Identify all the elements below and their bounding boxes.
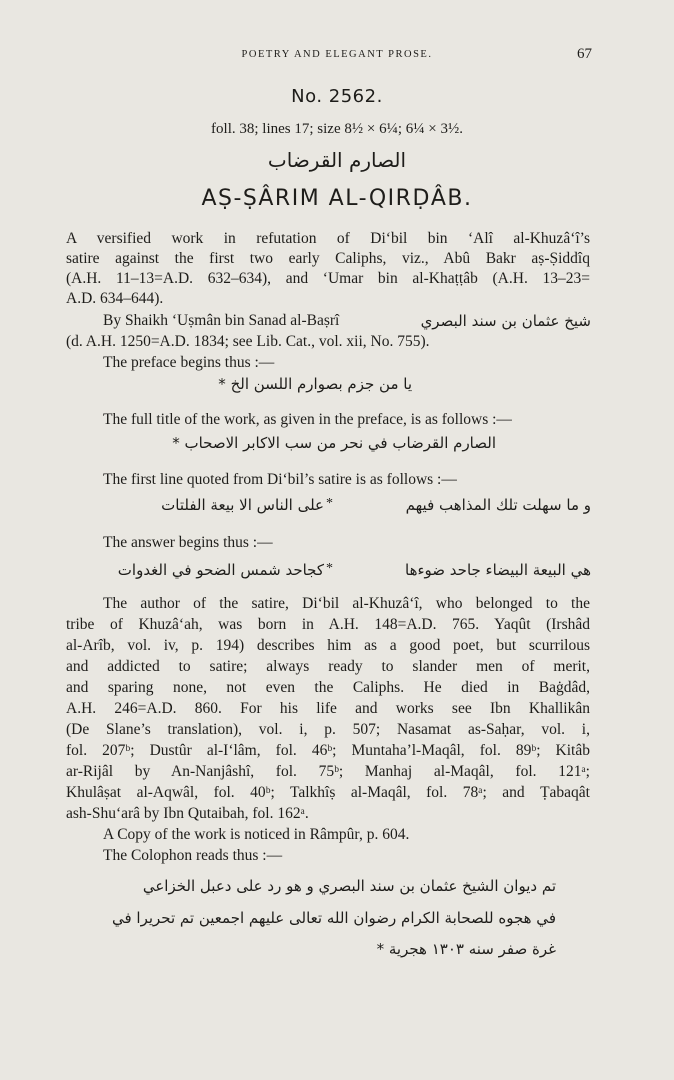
preface-arabic: يا من جزم بصوارم اللسن الخ * [218, 375, 412, 393]
description-line-4: A.D. 634–644). [66, 290, 164, 307]
answer-intro: The answer begins thus :— [103, 534, 273, 551]
preface-intro: The preface begins thus :— [103, 354, 275, 371]
biography-line-8: fol. 207ᵇ; Dustûr al-I‘lâm, fol. 46ᵇ; Muntaha’l-Maqâl, fol. 89ᵇ; Kitâb [66, 742, 590, 759]
work-title: AṢ-ṢÂRIM AL-QIRḌÂB. [201, 186, 473, 211]
biography-line-7: (De Slane’s translation), vol. i, p. 507; Nasamat as-Saḥar, vol. i, [66, 721, 590, 738]
copy-note: A Copy of the work is noticed in Râmpûr, p. 604. [103, 826, 410, 843]
biography-line-1: The author of the satire, Di‘bil al-Khuzâ‘î, who belonged to the [103, 595, 590, 612]
author-dates: (d. A.H. 1250=A.D. 1834; see Lib. Cat., vol. xii, No. 755). [66, 333, 430, 350]
biography-line-3: al-Arîb, vol. iv, p. 194) describes him as a good poet, but scurrilous [66, 637, 590, 654]
full-title-intro: The full title of the work, as given in the preface, is as follows :— [103, 411, 512, 428]
biography-line-4: and addicted to satire; always ready to slander men of merit, [66, 658, 590, 675]
colophon-intro: The Colophon reads thus :— [103, 847, 283, 864]
biography-line-6: A.H. 246=A.D. 860. For his life and works see Ibn Khallikân [66, 700, 590, 717]
manuscript-specs: foll. 38; lines 17; size 8½ × 6¼; 6¼ × 3½. [211, 121, 463, 137]
biography-line-2: tribe of Khuzâ‘ah, was born in A.H. 148=A.D. 765. Yaqût (Irshâd [66, 616, 590, 633]
author-line: By Shaikh ‘Uṣmân bin Sanad al-Baṣrî [103, 312, 340, 329]
first-line-intro: The first line quoted from Di‘bil’s satire is as follows :— [103, 471, 457, 488]
running-head: POETRY AND ELEGANT PROSE. [241, 49, 433, 60]
verse-separator: * [326, 496, 333, 511]
description-line-2: satire against the first two early Caliphs, viz., Abû Bakr aṣ-Ṣiddîq [66, 250, 590, 267]
biography-line-10: Khulâṣat al-Aqwâl, fol. 40ᵇ; Talkhîṣ al-Maqâl, fol. 78ᵃ; and Ṭabaqât [66, 784, 590, 801]
verse-separator: * [326, 561, 333, 576]
colophon-line-3: غرة صفر سنه ١٣٠٣ هجرية * [376, 940, 556, 958]
full-title-arabic: الصارم القرضاب في نحر من سب الاكابر الاصحاب * [172, 434, 496, 452]
first-line-hemistich-2: على الناس الا بيعة الفلتات [161, 496, 324, 514]
colophon-line-1: تم ديوان الشيخ عثمان بن سند البصري و هو رد على دعبل الخزاعي [142, 877, 556, 895]
author-arabic: شيخ عثمان بن سند البصري [420, 312, 591, 330]
arabic-title: الصارم القرضاب [267, 148, 407, 172]
colophon-line-2: في هجوه للصحابة الكرام رضوان الله تعالى عليهم اجمعين تم تحريرا في [111, 909, 556, 927]
description-line-3: (A.H. 11–13=A.D. 632–634), and ‘Umar bin al-Khaṭṭâb (A.H. 13–23= [66, 270, 590, 287]
page-number: 67 [577, 46, 592, 62]
description-line-1: A versified work in refutation of Di‘bil bin ‘Alî al-Khuzâ‘î’s [66, 230, 590, 247]
biography-line-9: ar-Rijâl by An-Nanjâshî, fol. 75ᵇ; Manhaj al-Maqâl, fol. 121ᵃ; [66, 763, 590, 780]
first-line-hemistich-1: و ما سهلت تلك المذاهب فيهم [405, 496, 591, 514]
biography-line-5: and sparing none, not even the Caliphs. He died in Baġdâd, [66, 679, 590, 696]
biography-line-11: ash-Shu‘arâ by Ibn Qutaibah, fol. 162ᵃ. [66, 805, 309, 822]
answer-hemistich-1: هي البيعة البيضاء جاحد ضوءها [405, 561, 591, 579]
catalogue-number: No. 2562. [291, 86, 383, 107]
answer-hemistich-2: كجاحد شمس الضحو في الغدوات [117, 561, 324, 579]
